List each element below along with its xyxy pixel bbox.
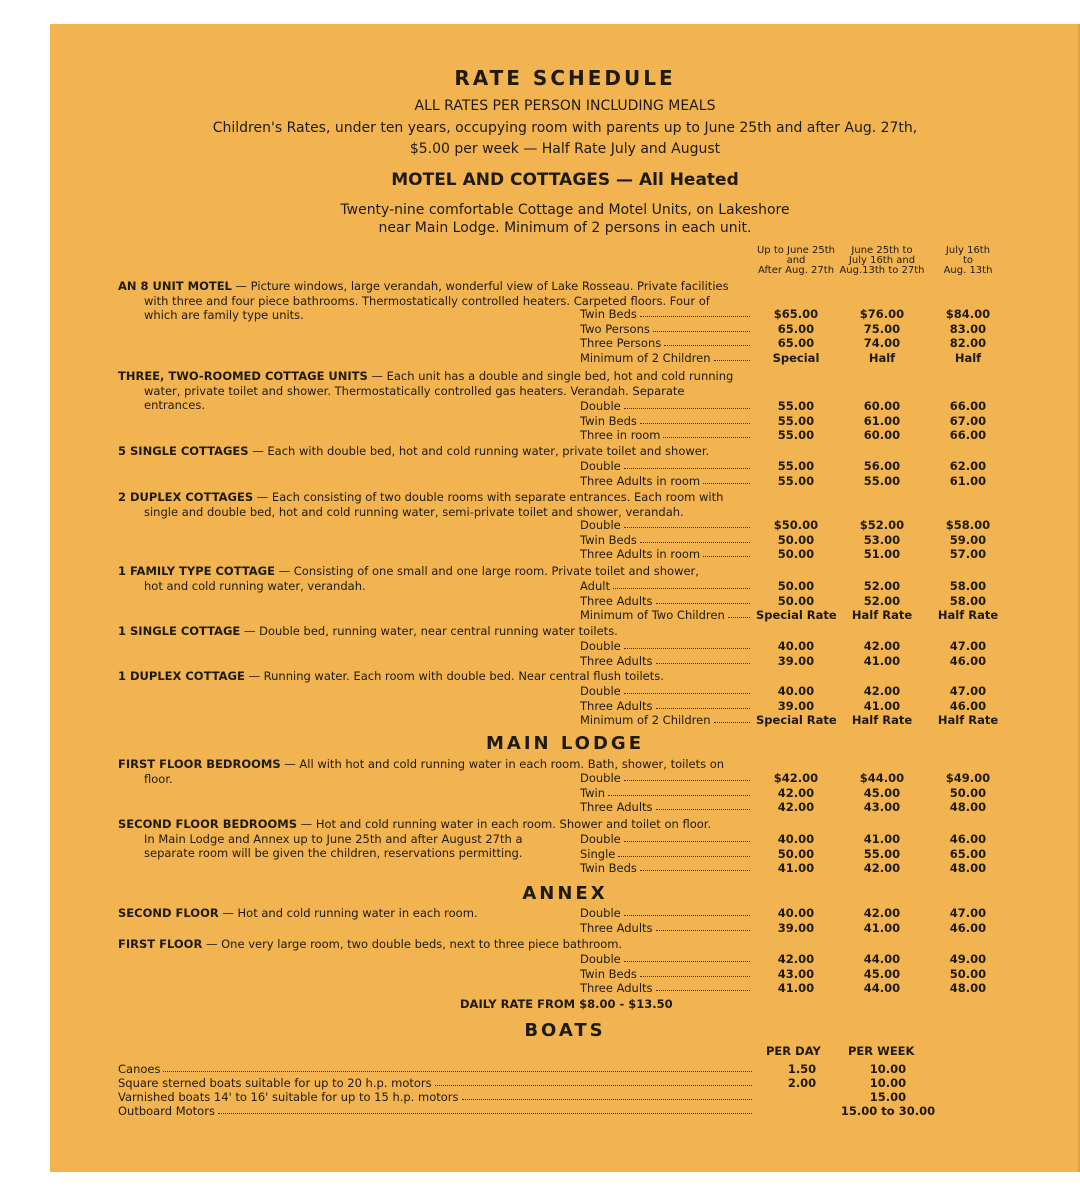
section-name: FIRST FLOOR BEDROOMS: [118, 757, 281, 771]
section-name: 1 DUPLEX COTTAGE: [118, 669, 245, 683]
rate-row-label: [580, 307, 752, 321]
section-name: SECOND FLOOR BEDROOMS: [118, 817, 298, 831]
rate-value: 55.00: [777, 428, 815, 443]
room-type-label: Three Adults in room: [580, 547, 701, 562]
rate-value: 41.00: [863, 920, 901, 935]
room-type-label: Double: [580, 771, 621, 785]
rate-row-label: [580, 322, 752, 336]
boat-item: [118, 1062, 754, 1076]
rate-value: 45.00: [863, 966, 901, 981]
rate-value: Half Rate: [851, 713, 913, 728]
rate-row-label: [580, 906, 752, 920]
room-type-label: Two Persons: [580, 321, 650, 336]
section-name: 1 SINGLE COTTAGE: [118, 624, 241, 638]
rate-value: 50.00: [777, 547, 815, 562]
rate-value: 55.00: [863, 473, 901, 488]
boat-item-label: Canoes: [118, 1062, 161, 1076]
room-type-label: Twin Beds: [580, 861, 637, 876]
dot-leader: [640, 307, 750, 317]
section-description-text: — Hot and cold running water in each room.: [218, 906, 478, 920]
boat-item-label: Square sterned boats suitable for up to 20 h.p. motors: [118, 1076, 432, 1090]
rate-value: 41.00: [777, 861, 815, 876]
rate-value: $65.00: [773, 307, 819, 321]
section-description: entrances.: [144, 398, 205, 413]
room-type-label: Double: [580, 639, 621, 653]
rate-row-label: [580, 699, 752, 713]
room-type-label: Double: [580, 518, 621, 532]
section-name: 1 FAMILY TYPE COTTAGE: [118, 564, 275, 578]
section-description: hot and cold running water, verandah.: [144, 578, 366, 593]
rate-row-label: [580, 608, 752, 622]
rate-row-label: [580, 786, 752, 800]
dot-leader: [624, 952, 750, 962]
section-description: [118, 817, 711, 831]
dot-leader: [714, 351, 750, 361]
rate-value: 62.00: [949, 459, 987, 473]
rate-row-label: [580, 639, 752, 653]
rate-value: 42.00: [863, 906, 901, 920]
rate-value: $42.00: [773, 771, 819, 785]
daily-rate: DAILY RATE FROM $8.00 - $13.50: [460, 997, 673, 1011]
room-type-label: Minimum of 2 Children: [580, 350, 711, 365]
dot-leader: [462, 1090, 753, 1100]
rate-row-label: [580, 981, 752, 995]
rate-value: Special Rate: [756, 608, 837, 623]
rate-row-label: [580, 952, 752, 966]
rate-row-label: [580, 459, 752, 473]
boat-per-week: 15.00: [869, 1090, 907, 1104]
section-description-text: — One very large room, two double beds, next to three piece bathroom.: [202, 937, 623, 951]
column-header-line: July 16th and: [848, 255, 916, 266]
dot-leader: [435, 1076, 752, 1086]
rate-value: 66.00: [949, 428, 987, 443]
section-description: [118, 564, 699, 578]
rate-value: 65.00: [777, 321, 815, 336]
rate-value: 52.00: [863, 593, 901, 608]
rate-row-label: [580, 967, 752, 981]
rate-value: 56.00: [863, 459, 901, 473]
dot-leader: [640, 533, 750, 543]
rate-value: 48.00: [949, 861, 987, 876]
room-type-label: Double: [580, 399, 621, 413]
section-name: 5 SINGLE COTTAGES: [118, 444, 249, 458]
page-title: RATE SCHEDULE: [454, 66, 676, 90]
dot-leader: [613, 579, 750, 589]
rate-value: 40.00: [777, 684, 815, 698]
rate-value: 43.00: [863, 800, 901, 815]
rate-value: 60.00: [863, 428, 901, 443]
intro-line-2: near Main Lodge. Minimum of 2 persons in each unit.: [378, 220, 752, 236]
rate-value: 58.00: [949, 593, 987, 608]
room-type-label: Three Adults: [580, 981, 653, 996]
rate-value: 50.00: [949, 785, 987, 800]
rate-value: 52.00: [863, 579, 901, 593]
rate-value: 42.00: [777, 785, 815, 800]
rate-row-label: [580, 800, 752, 814]
rate-row-label: [580, 861, 752, 875]
intro-line-1: Twenty-nine comfortable Cottage and Motel Units, on Lakeshore: [340, 202, 790, 218]
column-header-line: to: [962, 255, 974, 266]
rate-value: 55.00: [777, 413, 815, 428]
rate-value: 50.00: [777, 532, 815, 547]
rate-row-label: [580, 847, 752, 861]
boat-per-week: 10.00: [869, 1076, 907, 1090]
rate-value: 47.00: [949, 684, 987, 698]
section-description-text: — Running water. Each room with double bed. Near central flush toilets.: [244, 669, 664, 683]
rate-value: 46.00: [949, 920, 987, 935]
dot-leader: [703, 547, 750, 557]
rate-value: 65.00: [777, 336, 815, 351]
dot-leader: [624, 518, 750, 528]
rate-value: 57.00: [949, 547, 987, 562]
rate-value: 43.00: [777, 966, 815, 981]
room-type-label: Three Adults: [580, 800, 653, 815]
dot-leader: [624, 906, 750, 916]
section-description: [118, 279, 729, 293]
rate-value: 74.00: [863, 336, 901, 351]
rate-value: 67.00: [949, 413, 987, 428]
section-description: [118, 490, 723, 504]
rate-value: 44.00: [863, 981, 901, 996]
rate-value: 40.00: [777, 639, 815, 653]
section-description-text: — Each consisting of two double rooms with separate entrances. Each room with: [253, 490, 724, 504]
rate-value: 48.00: [949, 800, 987, 815]
boat-per-week: 10.00: [869, 1062, 907, 1076]
rate-row-label: [580, 713, 752, 727]
section-description-text: — Each unit has a double and single bed, hot and cold running: [367, 369, 734, 383]
motel-cottages-heading: MOTEL AND COTTAGES — All Heated: [391, 170, 739, 190]
room-type-label: Twin Beds: [580, 307, 637, 321]
dot-leader: [218, 1104, 752, 1114]
section-description-text: — All with hot and cold running water in each room. Bath, shower, toilets on: [280, 757, 725, 771]
room-type-label: Three Adults: [580, 593, 653, 608]
dot-leader: [703, 474, 750, 484]
rate-value: 41.00: [863, 653, 901, 668]
section-name: FIRST FLOOR: [118, 937, 203, 951]
rate-value: 39.00: [777, 920, 815, 935]
dot-leader: [624, 832, 750, 842]
rate-value: $44.00: [859, 771, 905, 785]
rate-value: $52.00: [859, 518, 905, 532]
children-rates-line-1: Children's Rates, under ten years, occupying room with parents up to June 25th and after Aug. 27th,: [212, 120, 918, 136]
column-header: [836, 246, 928, 276]
section-description: water, private toilet and shower. Thermostatically controlled gas heaters. Verandah. Separate: [144, 383, 685, 398]
column-header-line: Aug. 13th: [943, 265, 993, 276]
rate-value: 46.00: [949, 653, 987, 668]
rate-value: 50.00: [949, 966, 987, 981]
column-header-line: Up to June 25th: [756, 245, 835, 256]
rate-value: 39.00: [777, 653, 815, 668]
boat-item-label: Varnished boats 14' to 16' suitable for up to 15 h.p. motors: [118, 1090, 459, 1104]
subtitle: ALL RATES PER PERSON INCLUDING MEALS: [414, 98, 716, 114]
rate-value: 41.00: [777, 981, 815, 996]
section-name: 2 DUPLEX COTTAGES: [118, 490, 254, 504]
column-headers: [50, 246, 1080, 280]
section-description: [118, 937, 622, 951]
rate-value: 75.00: [863, 321, 901, 336]
rate-value: $76.00: [859, 307, 905, 321]
rate-value: 83.00: [949, 321, 987, 336]
boat-per-day: 2.00: [787, 1076, 817, 1090]
section-name: THREE, TWO-ROOMED COTTAGE UNITS: [118, 369, 368, 383]
section-description: [118, 906, 478, 920]
room-type-label: Minimum of 2 Children: [580, 713, 711, 728]
room-type-label: Double: [580, 832, 621, 846]
section-description: single and double bed, hot and cold running water, semi-private toilet and shower, verandah.: [144, 504, 684, 519]
boats-heading: BOATS: [524, 1020, 606, 1041]
section-description: [118, 369, 733, 383]
column-header-line: July 16th: [945, 245, 991, 256]
rate-value: 45.00: [863, 785, 901, 800]
section-description-text: — Each with double bed, hot and cold running water, private toilet and shower.: [248, 444, 710, 458]
rate-value: 44.00: [863, 952, 901, 966]
rate-value: 47.00: [949, 906, 987, 920]
rate-value: 48.00: [949, 981, 987, 996]
room-type-label: Twin Beds: [580, 413, 637, 428]
dot-leader: [608, 786, 750, 796]
dot-leader: [624, 684, 750, 694]
rate-row-label: [580, 414, 752, 428]
rate-value: 66.00: [949, 399, 987, 413]
rate-value: Half Rate: [937, 713, 999, 728]
rate-value: Special: [772, 350, 820, 365]
rate-value: 51.00: [863, 547, 901, 562]
rate-row-label: [580, 684, 752, 698]
rate-row-label: [580, 518, 752, 532]
dot-leader: [163, 1062, 752, 1072]
rate-value: 46.00: [949, 832, 987, 846]
section-description: with three and four piece bathrooms. Thermostatically controlled heaters. Carpeted floors. Four of: [144, 293, 710, 308]
rate-value: 42.00: [777, 952, 815, 966]
rate-value: 46.00: [949, 698, 987, 713]
room-type-label: Double: [580, 906, 621, 920]
rate-schedule-sheet: [50, 24, 1080, 1172]
dot-leader: [618, 847, 750, 857]
rate-row-label: [580, 654, 752, 668]
room-type-label: Twin Beds: [580, 532, 637, 547]
rate-value: $58.00: [945, 518, 991, 532]
rate-value: 41.00: [863, 832, 901, 846]
section-description-text: — Hot and cold running water in each room. Shower and toilet on floor.: [297, 817, 712, 831]
boat-item: [118, 1076, 754, 1090]
rate-value: 40.00: [777, 906, 815, 920]
section-description: [118, 669, 664, 683]
rate-row-label: [580, 832, 752, 846]
rate-value: 50.00: [777, 593, 815, 608]
boat-item-label: Outboard Motors: [118, 1104, 215, 1118]
boat-per-week: 15.00 to 30.00: [840, 1104, 936, 1118]
rate-value: 55.00: [863, 846, 901, 861]
dot-leader: [663, 428, 750, 438]
rate-value: 55.00: [777, 399, 815, 413]
annex-heading: ANNEX: [522, 883, 608, 904]
room-type-label: Three Adults: [580, 698, 653, 713]
rate-value: 82.00: [949, 336, 987, 351]
section-description: [118, 757, 724, 771]
per-day-header: PER DAY: [766, 1044, 821, 1058]
section-name: SECOND FLOOR: [118, 906, 219, 920]
room-type-label: Twin: [580, 785, 606, 800]
dot-leader: [624, 399, 750, 409]
column-header: [922, 246, 1014, 276]
section-description: floor.: [144, 771, 173, 786]
rate-row-label: [580, 336, 752, 350]
dot-leader: [656, 800, 750, 810]
room-type-label: Adult: [580, 579, 610, 593]
rate-value: 42.00: [863, 639, 901, 653]
rate-value: 61.00: [863, 413, 901, 428]
boat-per-day: 1.50: [787, 1062, 817, 1076]
rate-value: 55.00: [777, 473, 815, 488]
room-type-label: Minimum of Two Children: [580, 608, 725, 623]
dot-leader: [640, 967, 750, 977]
rate-row-label: [580, 399, 752, 413]
rate-value: 55.00: [777, 459, 815, 473]
dot-leader: [653, 322, 750, 332]
column-header-line: After Aug. 27th: [757, 265, 835, 276]
room-type-label: Three Adults in room: [580, 473, 701, 488]
rate-value: 53.00: [863, 532, 901, 547]
dot-leader: [624, 771, 750, 781]
dot-leader: [656, 594, 750, 604]
room-type-label: Twin Beds: [580, 966, 637, 981]
room-type-label: Double: [580, 459, 621, 473]
rate-value: 42.00: [863, 861, 901, 876]
dot-leader: [640, 414, 750, 424]
section-description: which are family type units.: [144, 308, 304, 323]
rate-value: 50.00: [777, 579, 815, 593]
rate-value: 58.00: [949, 579, 987, 593]
room-type-label: Three Persons: [580, 336, 662, 351]
rate-value: 61.00: [949, 473, 987, 488]
rate-row-label: [580, 579, 752, 593]
dot-leader: [656, 981, 750, 991]
room-type-label: Three Adults: [580, 920, 653, 935]
boat-item: [118, 1104, 754, 1118]
section-name: AN 8 UNIT MOTEL: [118, 279, 232, 293]
dot-leader: [624, 639, 750, 649]
rate-value: $50.00: [773, 518, 819, 532]
rate-value: 65.00: [949, 846, 987, 861]
rate-row-label: [580, 351, 752, 365]
rate-value: 50.00: [777, 846, 815, 861]
children-rates-line-2: $5.00 per week — Half Rate July and August: [409, 141, 721, 157]
rate-value: Half: [868, 350, 896, 365]
section-description: [118, 624, 618, 638]
dot-leader: [656, 699, 750, 709]
rate-value: 40.00: [777, 832, 815, 846]
rate-row-label: [580, 594, 752, 608]
dot-leader: [624, 459, 750, 469]
rate-value: 59.00: [949, 532, 987, 547]
section-description: separate room will be given the children, reservations permitting.: [144, 846, 523, 861]
main-lodge-heading: MAIN LODGE: [485, 733, 644, 754]
section-description-text: — Picture windows, large verandah, wonderful view of Lake Rosseau. Private facilities: [231, 279, 729, 293]
rate-value: 39.00: [777, 698, 815, 713]
room-type-label: Double: [580, 952, 621, 966]
rate-value: 42.00: [863, 684, 901, 698]
dot-leader: [714, 713, 750, 723]
rate-value: Half Rate: [937, 608, 999, 623]
rate-value: Half Rate: [851, 608, 913, 623]
room-type-label: Three in room: [580, 428, 661, 443]
section-description-text: — Double bed, running water, near central running water toilets.: [240, 624, 618, 638]
dot-leader: [728, 608, 750, 618]
dot-leader: [656, 654, 750, 664]
dot-leader: [640, 861, 750, 871]
section-description-text: — Consisting of one small and one large room. Private toilet and shower,: [274, 564, 699, 578]
section-description: [118, 444, 709, 458]
room-type-label: Double: [580, 684, 621, 698]
rate-value: $84.00: [945, 307, 991, 321]
room-type-label: Single: [580, 846, 616, 861]
rate-row-label: [580, 428, 752, 442]
column-header-line: and: [786, 255, 806, 266]
column-header-line: June 25th to: [851, 245, 913, 256]
rate-row-label: [580, 921, 752, 935]
rate-row-label: [580, 533, 752, 547]
rate-value: Half: [954, 350, 982, 365]
column-header-line: Aug.13th to 27th: [839, 265, 925, 276]
rate-value: 47.00: [949, 639, 987, 653]
boat-item: [118, 1090, 754, 1104]
rate-row-label: [580, 771, 752, 785]
per-week-header: PER WEEK: [848, 1044, 915, 1058]
rate-value: 41.00: [863, 698, 901, 713]
dot-leader: [664, 336, 750, 346]
rate-value: Special Rate: [756, 713, 837, 728]
column-header: [750, 246, 842, 276]
rate-value: 49.00: [949, 952, 987, 966]
dot-leader: [656, 921, 750, 931]
room-type-label: Three Adults: [580, 653, 653, 668]
rate-value: 42.00: [777, 800, 815, 815]
rate-row-label: [580, 474, 752, 488]
section-description: In Main Lodge and Annex up to June 25th and after August 27th a: [144, 831, 523, 846]
rate-row-label: [580, 547, 752, 561]
rate-value: 60.00: [863, 399, 901, 413]
rate-value: $49.00: [945, 771, 991, 785]
